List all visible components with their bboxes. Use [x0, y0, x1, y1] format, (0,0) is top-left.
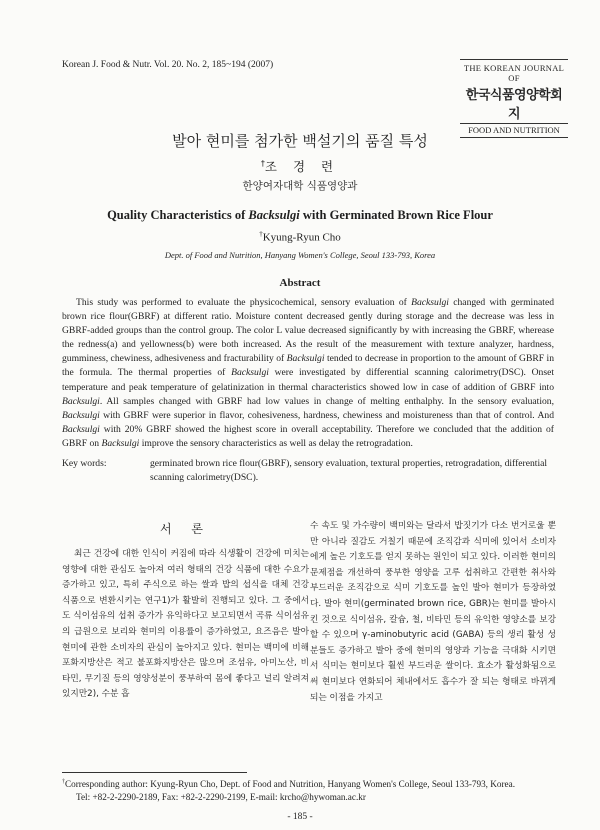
journal-logo: [460, 59, 568, 138]
logo-english-top: THE KOREAN JOURNAL OF: [463, 63, 565, 83]
abstract-italic-term: Backsulgi: [101, 437, 140, 449]
author-dagger-en: †: [259, 230, 263, 238]
keywords-text: germinated brown rice flour(GBRF), sensory evaluation, textural properties, retrogradation, differential scanning calorimetry(DSC).: [150, 458, 548, 484]
english-title-part2: with Germinated Brown Rice Flour: [299, 208, 493, 222]
abstract-text: changed with germinated brown rice flour(GBRF) at different ratio. Moisture content decreased gently during storage and the decrease was less in GBRF-added groups than the control group. The color L value decreased significantly by with increasing the GBRF, wherease the redness(a) and yellowness(b) were both increased. As the result of the measurement with texture analyzer, hardness, gumminess, chewiness, adhesiveness and fracturability of: [62, 297, 554, 365]
abstract-text: . All samples changed with GBRF had low values in change of melting enthalphy. In the sensory evaluation,: [99, 395, 554, 407]
abstract-body: [62, 296, 554, 451]
author-dagger-ko: †: [260, 158, 265, 168]
abstract-text: This study was performed to evaluate the physicochemical, sensory evaluation of: [76, 297, 412, 308]
journal-reference: Korean J. Food & Nutr. Vol. 20. No. 2, 185~194 (2007): [62, 60, 274, 70]
abstract-italic-term: Backsulgi: [411, 297, 449, 308]
footnote-line-1: Corresponding author: Kyung-Ryun Cho, Dept. of Food and Nutrition, Hanyang Women's College, Seoul 133-793, Korea.: [65, 779, 515, 790]
logo-english-bottom: FOOD AND NUTRITION: [460, 123, 568, 135]
page-number: - 185 -: [287, 812, 313, 822]
abstract-text: with 20% GBRF showed the highest score in overall acceptability. Therefore we concluded that the addition of GBRF on: [62, 423, 554, 449]
abstract-italic-term: Backsulgi: [62, 409, 100, 421]
abstract-italic-term: Backsulgi: [231, 367, 269, 379]
korean-title: 발아 현미를 첨가한 백설기의 품질 특성: [172, 132, 428, 150]
korean-author: [0, 157, 600, 175]
english-title-part1: Quality Characteristics of: [107, 208, 249, 222]
korean-author-name: 조 경 련: [264, 159, 340, 174]
footnote-line-2: Tel: +82-2-2290-2189, Fax: +82-2-2290-2199, E-mail: krcho@hywoman.ac.kr: [76, 792, 366, 803]
english-author-name: Kyung-Ryun Cho: [262, 231, 341, 244]
footnote: [62, 776, 562, 804]
introduction-paragraph-right: 수 속도 및 가수량이 백미와는 달라서 밥짓기가 다소 번거로울 뿐만 아니라 질감도 거칠기 때문에 조직감과 식미에 있어서 소비자에게 높은 기호도를 얻지 못하는 원인이 되고 있다. 이러한 현미의 문제점을 개선하여 풍부한 영양을 고루 섭취하고 간편한 취사와 부드러운 조직감으로 식미 기호도를 높인 발아 현미가 등장하였다. 발아 현미(germinated brown rice, GBR)는 현미를 발아시킨 것으로 식이섬유, 칼슘, 철, 비타민 등의 유익한 영양소를 보강할 수 있으며 γ-aminobutyric acid (GABA) 등의 생리 활성 성분들도 증가하고 발아 중에 현미의 영양과 기능을 극대화 시키면서 식미는 현미보다 훨씬 부드러운 쌀이다. 효소가 활성화됨으로써 현미보다 연화되어 체내에서도 흡수가 잘 되는 형태로 바뀌게 되는 이점을 가지고: [310, 521, 556, 703]
body-column-right: [310, 519, 556, 706]
english-title: [0, 208, 600, 223]
keywords-label: Key words:: [62, 458, 107, 469]
abstract-italic-term: Backsulgi: [286, 353, 325, 365]
abstract-italic-term: Backsulgi: [62, 423, 100, 435]
korean-affiliation: 한양여자대학 식품영양과: [242, 180, 358, 192]
keywords: [62, 457, 554, 485]
abstract-text: tended to decrease in proportion to the amount of GBRF in the formula. The thermal properties of: [62, 353, 554, 379]
footnote-divider: [62, 772, 247, 773]
abstract-italic-term: Backsulgi: [62, 395, 100, 407]
footnote-dagger: †: [62, 779, 65, 785]
abstract-text: were investigated by differential scanning calorimetry(DSC). Onset temperature and peak temperature of gelatinization in thermal characteristics showed low in case of addition of GBRF into: [62, 367, 554, 393]
body-column-left: [62, 515, 309, 703]
logo-korean: 한국식품영양학회지: [465, 88, 563, 122]
abstract-text: with GBRF were superior in flavor, cohesiveness, hardness, chewiness and moistureness than that of control. And: [99, 409, 554, 421]
english-title-italic: Backsulgi: [248, 208, 300, 222]
introduction-paragraph-left: 최근 건강에 대한 인식이 커짐에 따라 식생활이 건강에 미치는 영향에 대한 관심도 높아져 여러 형태의 건강 식품에 대한 수요가 증가하고 있고, 특히 주식으로 하는 쌀과 밥의 섭식을 대체 건강 식품으로 변환시키는 연구1)가 활발히 진행되고 있다. 그 중에서도 식이섬유의 섭취 증가가 유익하다고 보고되면서 곡류 식이섬유의 급원으로 보리와 현미의 이용률이 증가하였고, 요즈음은 발아 현미에 관한 소비자의 관심이 높아지고 있다. 현미는 백미에 비해 포화지방산은 적고 불포화지방산은 많으며 조섬유, 아미노산, 비타민, 무기질 등의 영양성분이 풍부하여 몸에 좋다고 널리 알려져 있지만2), 수분 흡: [62, 549, 309, 700]
abstract-text: improve the sensory characteristics as well as delay the retrogradation.: [139, 437, 413, 449]
english-affiliation: Dept. of Food and Nutrition, Hanyang Women's College, Seoul 133-793, Korea: [164, 250, 436, 260]
introduction-heading: 서 론: [160, 522, 211, 536]
english-author: [0, 230, 600, 244]
abstract-heading: Abstract: [279, 277, 321, 289]
